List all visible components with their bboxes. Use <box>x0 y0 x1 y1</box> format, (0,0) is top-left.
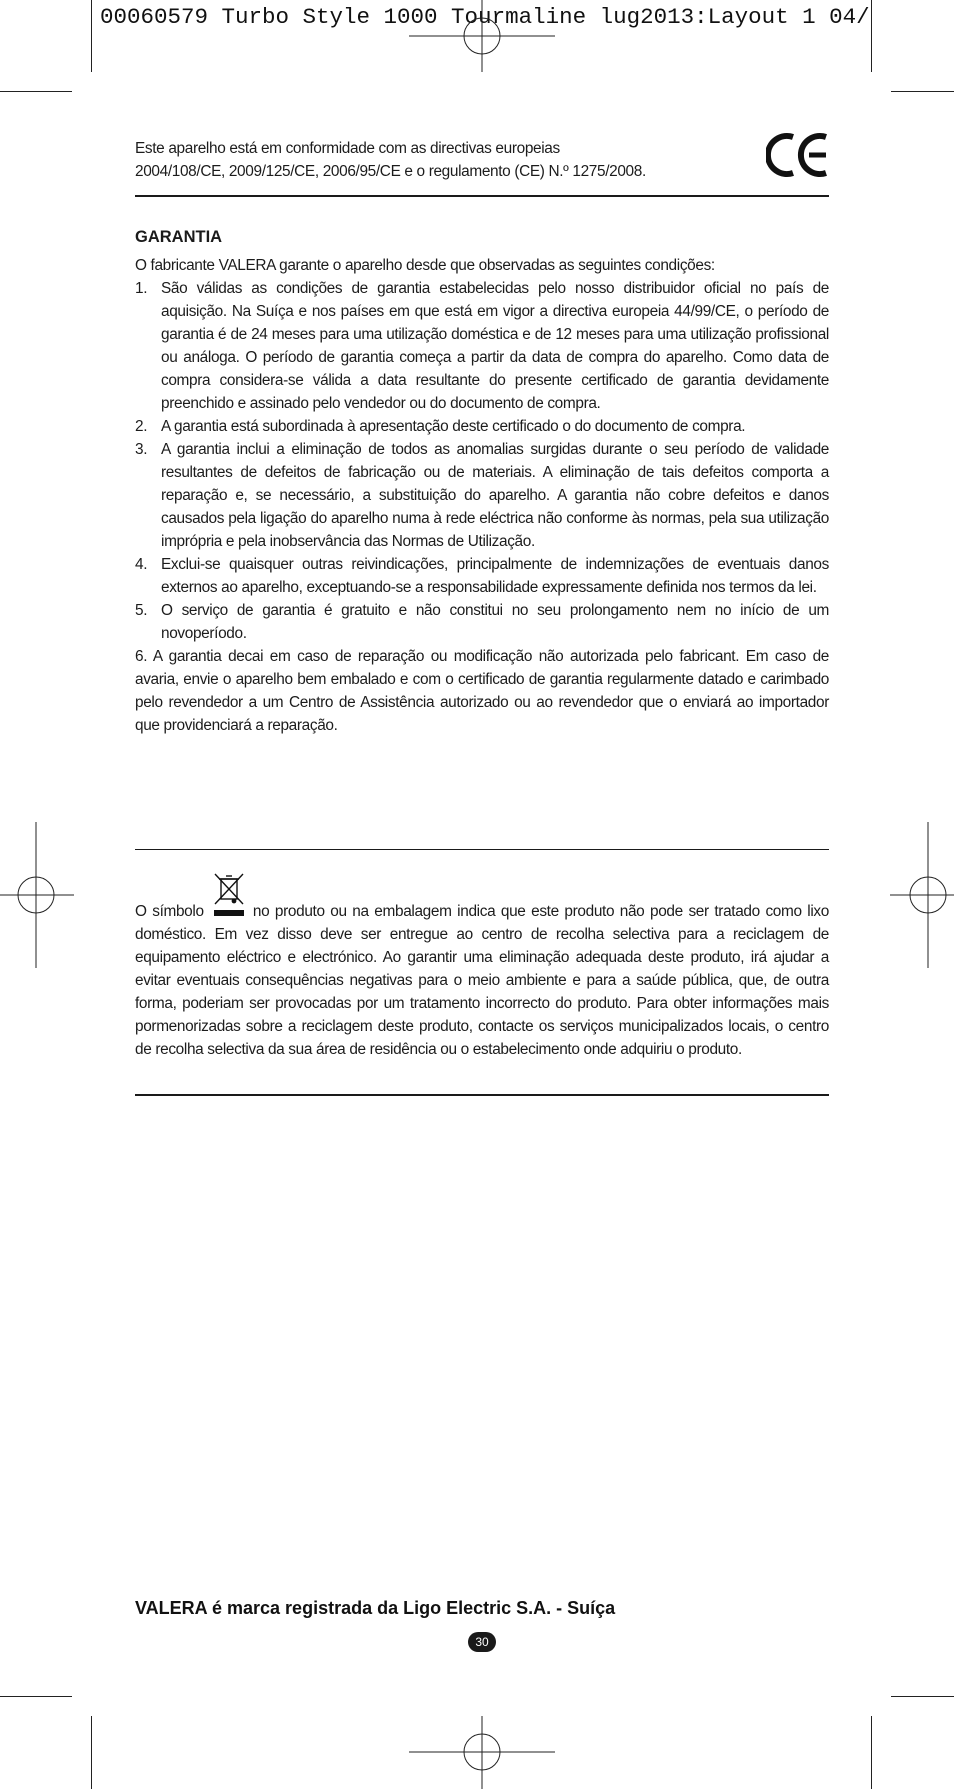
list-item <box>135 438 829 553</box>
list-item <box>135 277 829 415</box>
print-slug-line: 00060579 Turbo Style 1000 Tourmaline lug2013:Layout 1 04/ <box>100 4 870 30</box>
crop-mark-top-left-vertical <box>91 0 92 72</box>
item-text: São válidas as condições de garantia estabelecidas pelo nosso distribuidor oficial no país de aquisição. Na Suíça e nos países em que está em vigor a directiva europeia 44/99/CE, o período de garantia é de 24 meses para uma utilização doméstica e de 12 meses para uma utilização profissional ou análoga. O período de garantia começa a partir da data de compra do aparelho. Como data de compra considera-se válida a data resultante do presente certificado de garantia devidamente preenchido e assinado pelo vendedor ou do documento de compra. <box>161 280 829 412</box>
item-number: 4. <box>135 556 148 573</box>
item-number: 5. <box>135 602 148 619</box>
item-text: O serviço de garantia é gratuito e não constitui no seu prolongamento nem no início de um novoperíodo. <box>161 602 829 642</box>
compliance-line-1: Este aparelho está em conformidade com as directivas europeias <box>135 140 560 157</box>
divider-middle <box>135 849 829 850</box>
list-item <box>135 415 829 438</box>
recycling-notice <box>135 895 829 1061</box>
warranty-section <box>135 254 829 737</box>
registration-mark-right <box>890 822 954 968</box>
crop-mark-top-right-horizontal <box>891 91 954 92</box>
item-number: 1. <box>135 280 148 297</box>
divider-bottom <box>135 1094 829 1096</box>
item-text: Exclui-se quaisquer outras reivindicações, principalmente de indemnizações de eventuais danos externos ao aparelho, exceptuando-se a responsabilidade expressamente definida nos termos da lei. <box>161 556 829 596</box>
warranty-conditions-list <box>135 277 829 645</box>
registration-mark-top <box>405 0 555 72</box>
divider-top <box>135 195 829 197</box>
item-number: 2. <box>135 418 148 435</box>
crop-mark-bottom-left-vertical <box>91 1716 92 1789</box>
crop-mark-bottom-right-horizontal <box>891 1696 954 1697</box>
crop-mark-bottom-left-horizontal <box>0 1696 72 1697</box>
compliance-statement <box>135 137 829 183</box>
ce-mark-icon <box>766 132 832 178</box>
page-number-badge: 30 <box>468 1632 496 1652</box>
registration-mark-bottom <box>405 1716 555 1789</box>
brand-trademark-notice: VALERA é marca registrada da Ligo Electric S.A. - Suíça <box>135 1598 616 1618</box>
recycling-text: no produto ou na embalagem indica que este produto não pode ser tratado como lixo doméstico. Em vez disso deve ser entregue ao centro de recolha selectiva para a reciclagem de equipamento eléctrico e electrónico. Ao garantir uma eliminação adequada deste produto, irá ajudar a evitar eventuais consequências negativas para o meio ambiente e para a saúde pública, que, de outra forma, poderiam ser provocadas por um tratamento incorrecto do produto. Para obter informações mais pormenorizadas sobre a reciclagem deste produto, contacte os serviços municipalizados locais, o centro de recolha selectiva da sua área de residência ou o estabelecimento onde adquiriu o produto. <box>135 903 829 1058</box>
recycling-prefix: O símbolo <box>135 903 204 920</box>
crop-mark-bottom-right-vertical <box>871 1716 872 1789</box>
crossed-out-wheelie-bin-icon <box>209 895 247 919</box>
item-text: A garantia inclui a eliminação de todos as anomalias surgidas durante o seu período de validade resultantes de defeitos de fabricação ou de materiais. A eliminação de tais defeitos comporta a reparação e, se necessário, a substituição do aparelho. A garantia não cobre defeitos e danos causados pela ligação do aparelho numa à rede eléctrica não conforme às normas, pela sua utilização imprópria e pela inobservância das Normas de Utilização. <box>161 441 829 550</box>
warranty-intro: O fabricante VALERA garante o aparelho desde que observadas as seguintes condições: <box>135 257 715 274</box>
crop-mark-top-right-vertical <box>871 0 872 72</box>
list-item <box>135 599 829 645</box>
crop-mark-top-left-horizontal <box>0 91 72 92</box>
item-text: A garantia está subordinada à apresentação deste certificado o do documento de compra. <box>161 418 746 435</box>
warranty-item-6: 6. A garantia decai em caso de reparação ou modificação não autorizada pelo fabricant. Em caso de avaria, envie o aparelho bem embalado e com o certificado de garantia regularmente datado e carimbado pelo revendedor a um Centro de Assistência autorizado ou ao revendedor que o enviará ao importador que providenciará a reparação. <box>135 648 829 734</box>
compliance-line-2: 2004/108/CE, 2009/125/CE, 2006/95/CE e o regulamento (CE) N.º 1275/2008. <box>135 163 646 180</box>
item-number: 3. <box>135 441 148 458</box>
list-item <box>135 553 829 599</box>
warranty-heading: GARANTIA <box>135 228 223 246</box>
registration-mark-left <box>0 822 74 968</box>
